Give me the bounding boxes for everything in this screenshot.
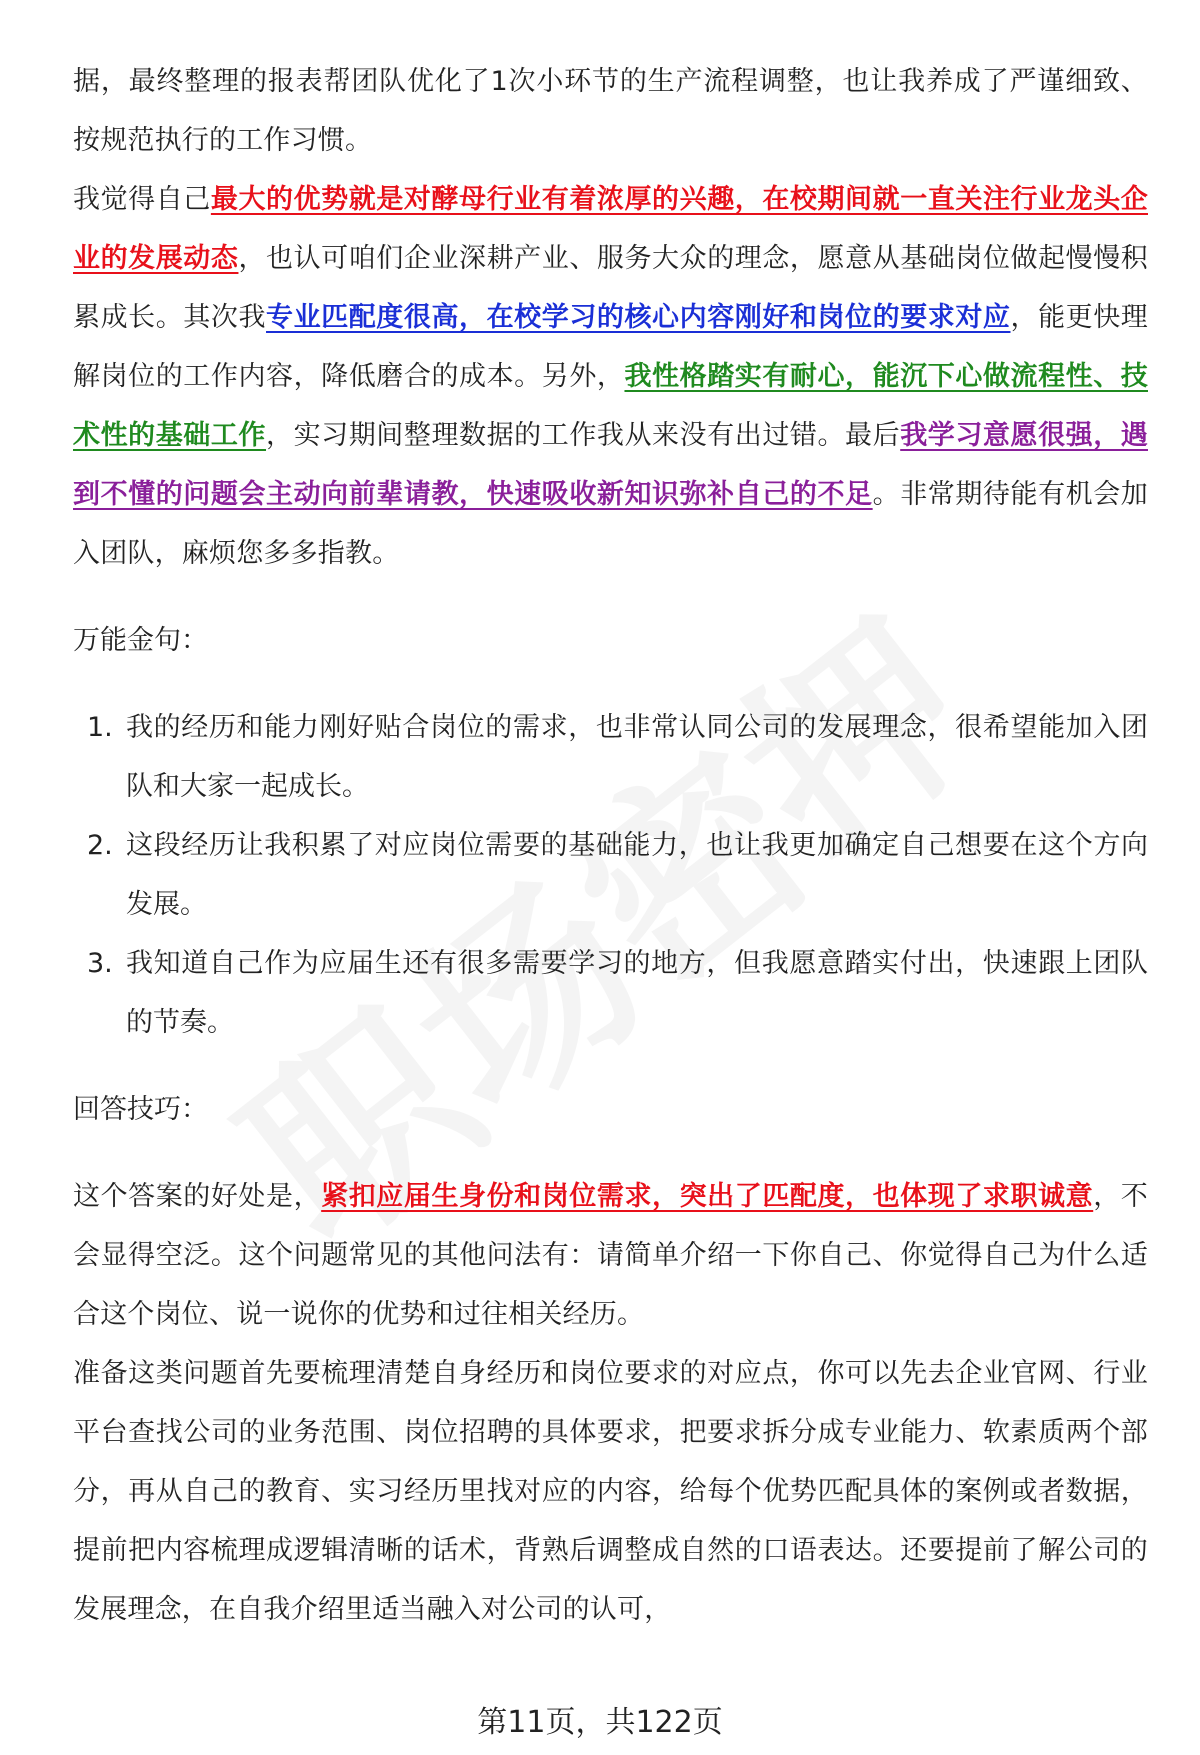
list-number: 3. <box>87 948 113 979</box>
highlight-answer-benefit: 紧扣应届生身份和岗位需求，突出了匹配度，也体现了求职诚意 <box>321 1181 1094 1212</box>
para3-text-1: 这个答案的好处是， <box>73 1181 322 1212</box>
para2-text-1: 我觉得自己 <box>73 184 211 215</box>
highlight-personality: 我性格踏实有耐心，能沉下心做流程性、技术性的基础工作 <box>73 361 1148 451</box>
list-item <box>73 934 1148 1052</box>
document-page <box>73 52 1148 1639</box>
answer-tips-label: 回答技巧： <box>73 1094 208 1125</box>
list-number: 2. <box>87 830 113 861</box>
list-item <box>73 816 1148 934</box>
highlight-major-match: 专业匹配度很高，在校学习的核心内容刚好和岗位的要求对应 <box>266 302 1011 333</box>
paragraph-4: 准备这类问题首先要梳理清楚自身经历和岗位要求的对应点，你可以先去企业官网、行业平台查找公司的业务范围、岗位招聘的具体要求，把要求拆分成专业能力、软素质两个部分，再从自己的教育、实习经历里找对应的内容，给每个优势匹配具体的案例或者数据，提前把内容梳理成逻辑清晰的话术，背熟后调整成自然的口语表达。还要提前了解公司的发展理念，在自我介绍里适当融入对公司的认可， <box>73 1358 1148 1625</box>
list-text: 我知道自己作为应届生还有很多需要学习的地方，但我愿意踏实付出，快速跟上团队的节奏。 <box>126 948 1148 1038</box>
paragraph-2 <box>73 170 1148 583</box>
paragraph-1: 据，最终整理的报表帮团队优化了1次小环节的生产流程调整，也让我养成了严谨细致、按规范执行的工作习惯。 <box>73 66 1148 156</box>
para3-text-2: ，不会显得空泛。这个问题常见的其他问法有：请简单介绍一下你自己、你觉得自己为什么适合这个岗位、说一说你的优势和过往相关经历。 <box>73 1181 1148 1330</box>
para2-text-5: 。非常期待能有机会加入团队，麻烦您多多指教。 <box>73 479 1149 569</box>
page-number-footer: 第11页，共122页 <box>477 1705 723 1740</box>
golden-sentences-label: 万能金句： <box>73 625 208 656</box>
list-item <box>73 698 1148 816</box>
para2-text-4: ，实习期间整理数据的工作我从来没有出过错。最后 <box>266 420 901 451</box>
highlight-interest: 最大的优势就是对酵母行业有着浓厚的兴趣，在校期间就一直关注行业龙头企业的发展动态 <box>73 184 1148 274</box>
highlight-learning: 我学习意愿很强，遇到不懂的问题会主动向前辈请教，快速吸收新知识弥补自己的不足 <box>73 420 1148 510</box>
golden-sentences-list <box>73 698 1148 1052</box>
list-text: 我的经历和能力刚好贴合岗位的需求，也非常认同公司的发展理念，很希望能加入团队和大家一起成长。 <box>126 712 1148 802</box>
para2-text-3: ，能更快理解岗位的工作内容，降低磨合的成本。另外， <box>73 302 1148 392</box>
para2-text-2: ，也认可咱们企业深耕产业、服务大众的理念，愿意从基础岗位做起慢慢积累成长。其次我 <box>73 243 1148 333</box>
list-text: 这段经历让我积累了对应岗位需要的基础能力，也让我更加确定自己想要在这个方向发展。 <box>126 830 1148 920</box>
paragraph-3 <box>73 1167 1148 1344</box>
list-number: 1. <box>87 712 113 743</box>
